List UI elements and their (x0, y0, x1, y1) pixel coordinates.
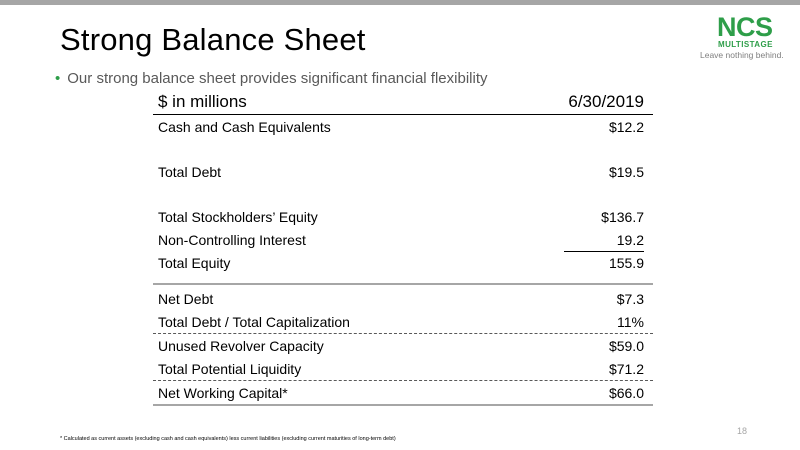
table-row (153, 251, 653, 274)
section-divider (153, 283, 653, 285)
top-accent-bar (0, 0, 800, 5)
table-row (153, 357, 653, 380)
table-row (153, 228, 653, 251)
bullet-dot-icon: • (55, 70, 61, 87)
row-label: Cash and Cash Equivalents (158, 119, 331, 135)
subtotal-underline (564, 251, 644, 252)
table-row (153, 310, 653, 333)
logo-subtitle: MULTISTAGE (718, 40, 773, 49)
row-value: 19.2 (616, 232, 644, 248)
footnote: * Calculated as current assets (excluding cash and cash equivalents) less current liabilities (excluding current maturities of long-term debt) (60, 436, 396, 442)
row-value: $66.0 (608, 385, 644, 401)
table-row (153, 205, 653, 228)
row-label: Non-Controlling Interest (158, 232, 306, 248)
row-label: Unused Revolver Capacity (158, 338, 324, 354)
row-label: Total Debt (158, 164, 222, 180)
logo-wordmark: NCS (717, 12, 773, 42)
row-label: Net Debt (158, 291, 214, 307)
table-bottom-border (153, 404, 653, 406)
balance-sheet-table (153, 90, 653, 406)
ncs-multistage-logo (700, 14, 792, 64)
row-value: 11% (617, 314, 644, 330)
table-row (153, 115, 653, 138)
page-number: 18 (737, 426, 748, 436)
logo-tagline: Leave nothing behind. (700, 50, 784, 60)
row-value: $59.0 (608, 338, 644, 354)
row-value: $136.7 (601, 209, 644, 225)
header-units-label: $ in millions (158, 92, 247, 111)
row-label: Total Potential Liquidity (158, 361, 302, 377)
table-row (153, 160, 653, 183)
table-header (153, 90, 653, 115)
slide-title: Strong Balance Sheet (60, 22, 366, 57)
table-row (153, 334, 653, 357)
row-label: Total Debt / Total Capitalization (158, 314, 350, 330)
table-row (153, 381, 653, 404)
bullet-point (55, 70, 488, 87)
table-row (153, 287, 653, 310)
row-value: $12.2 (608, 119, 644, 135)
row-label: Total Stockholders’ Equity (158, 209, 318, 225)
row-value: $19.5 (608, 164, 644, 180)
bullet-text: Our strong balance sheet provides significant financial flexibility (67, 70, 488, 87)
row-label: Net Working Capital* (158, 385, 288, 401)
row-value: 155.9 (608, 255, 644, 271)
header-date: 6/30/2019 (568, 92, 644, 111)
row-value: $7.3 (616, 291, 644, 307)
row-value: $71.2 (608, 361, 644, 377)
row-label: Total Equity (158, 255, 231, 271)
